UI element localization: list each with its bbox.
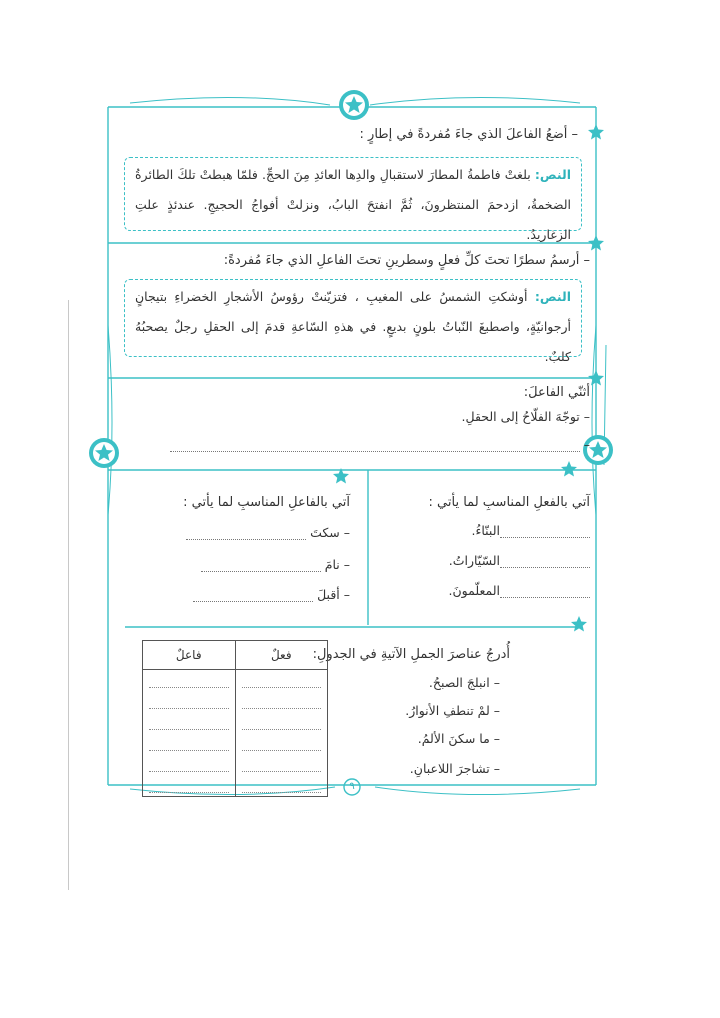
section4-star-badge-icon [560, 460, 578, 478]
section4-right-title: آتي بالفعلِ المناسبِ لما يأتي : [428, 495, 590, 510]
table-cell[interactable] [235, 775, 328, 797]
answer-dots[interactable] [500, 585, 590, 598]
section5-star-badge-icon [570, 615, 588, 633]
section1-paragraph [125, 158, 581, 252]
section4-right-item-1[interactable] [390, 523, 590, 538]
section5-item-3: – ما سكنَ الألمُ. [417, 731, 500, 746]
table-cell[interactable] [235, 712, 328, 733]
item-text: – نامَ [324, 557, 350, 572]
table-row[interactable] [143, 670, 328, 692]
table-cell[interactable] [143, 712, 236, 733]
answer-dots[interactable] [201, 559, 321, 572]
verb-subject-table [142, 640, 328, 797]
answer-dots[interactable] [500, 525, 590, 538]
table-row[interactable] [143, 754, 328, 775]
section2-text: أوشكتِ الشمسُ على المغيبِ ، فتزيّنتْ رؤوسُ الأشجارِ الخضراءِ بتيجانٍ أرجوانيّةٍ، واصطبغَ النّباتُ بلونٍ بديعٍ. في هذهِ السّاعةِ قدمَ إلى الحقلِ رجلٌ يصحبُهُ كلبٌ. [135, 289, 571, 364]
section1-label: النص: [534, 167, 571, 182]
section5-item-2: – لمْ تنطفِ الأنوارُ. [405, 703, 500, 718]
section3-example: – توجّهَ الفلّاحُ إلى الحقلِ. [461, 409, 590, 424]
table-row[interactable] [143, 712, 328, 733]
table-cell[interactable] [143, 775, 236, 797]
table-cell[interactable] [143, 691, 236, 712]
left-star-medallion-icon [86, 435, 122, 471]
section2-instruction: – أرسمُ سطرًا تحتَ كلِّ فعلٍ وسطرينِ تحتَ الفاعلِ الذي جاءَ مُفردةً: [223, 253, 590, 268]
answer-dots[interactable] [186, 527, 306, 540]
worksheet-page [100, 95, 630, 800]
top-star-medallion-icon [336, 87, 372, 123]
item-text: – سكتَ [310, 525, 350, 540]
section4-right-item-2[interactable] [390, 553, 590, 568]
section4-left-title: آتي بالفاعلِ المناسبِ لما يأتي : [183, 495, 350, 510]
section5-item-4: – تشاجرَ اللاعبانِ. [409, 761, 500, 776]
table-cell[interactable] [235, 670, 328, 692]
section1-text: بلغتْ فاطمةُ المطارَ لاستقبالِ والدِها العائدِ مِنَ الحجِّ. فلمّا هبطتْ تلكَ الطائرةُ الضخمةُ، ازدحمَ المنتظرونَ، ثُمَّ انفتحَ البابُ، ونزلتْ أفواجُ الحجيجِ. عندئذٍ علتِ الزغاريدُ. [135, 167, 571, 242]
table-header-subject: فاعلٌ [143, 641, 236, 670]
section1-star-badge-icon [587, 123, 605, 141]
section2-paragraph [125, 280, 581, 374]
answer-dots[interactable] [193, 589, 313, 602]
table-header-verb: فعلٌ [235, 641, 328, 670]
section4-left-item-3[interactable] [150, 587, 350, 602]
section3-answer-line[interactable] [140, 437, 590, 452]
table-cell[interactable] [235, 691, 328, 712]
table-row[interactable] [143, 733, 328, 754]
table-header-row [143, 641, 328, 670]
table-row[interactable] [143, 691, 328, 712]
section5-title: أُدرجُ عناصرَ الجملِ الآتيةِ في الجدولِ: [312, 647, 510, 662]
section3-title: أثنّي الفاعلَ: [523, 385, 590, 400]
section2-text-box [124, 279, 582, 364]
scan-edge-line [68, 300, 69, 890]
section1-instruction: – أضعُ الفاعلَ الذي جاءَ مُفردةً في إطارٍ : [359, 127, 578, 142]
section4-right-item-3[interactable] [390, 583, 590, 598]
section2-label: النص: [534, 289, 571, 304]
item-text: المعلّمونَ. [448, 583, 500, 598]
item-text: – أقبلَ [317, 587, 350, 602]
section4-left-item-2[interactable] [150, 557, 350, 572]
section2-star-badge-icon [587, 234, 605, 252]
table-cell[interactable] [143, 733, 236, 754]
page-number: ٩ [349, 781, 355, 792]
section5-item-1: – انبلجَ الصبحُ. [428, 675, 500, 690]
section3-answer-prefix: – [583, 437, 590, 452]
table-cell[interactable] [143, 670, 236, 692]
table-cell[interactable] [235, 733, 328, 754]
answer-dots[interactable] [500, 555, 590, 568]
section1-text-box [124, 157, 582, 242]
table-cell[interactable] [235, 754, 328, 775]
section3-answer-dots[interactable] [170, 439, 580, 452]
table-cell[interactable] [143, 754, 236, 775]
table-row[interactable] [143, 775, 328, 797]
item-text: البنّاءُ. [471, 523, 500, 538]
section4-left-star-badge-icon [332, 467, 350, 485]
item-text: السّيّاراتُ. [448, 553, 500, 568]
section4-left-item-1[interactable] [150, 525, 350, 540]
